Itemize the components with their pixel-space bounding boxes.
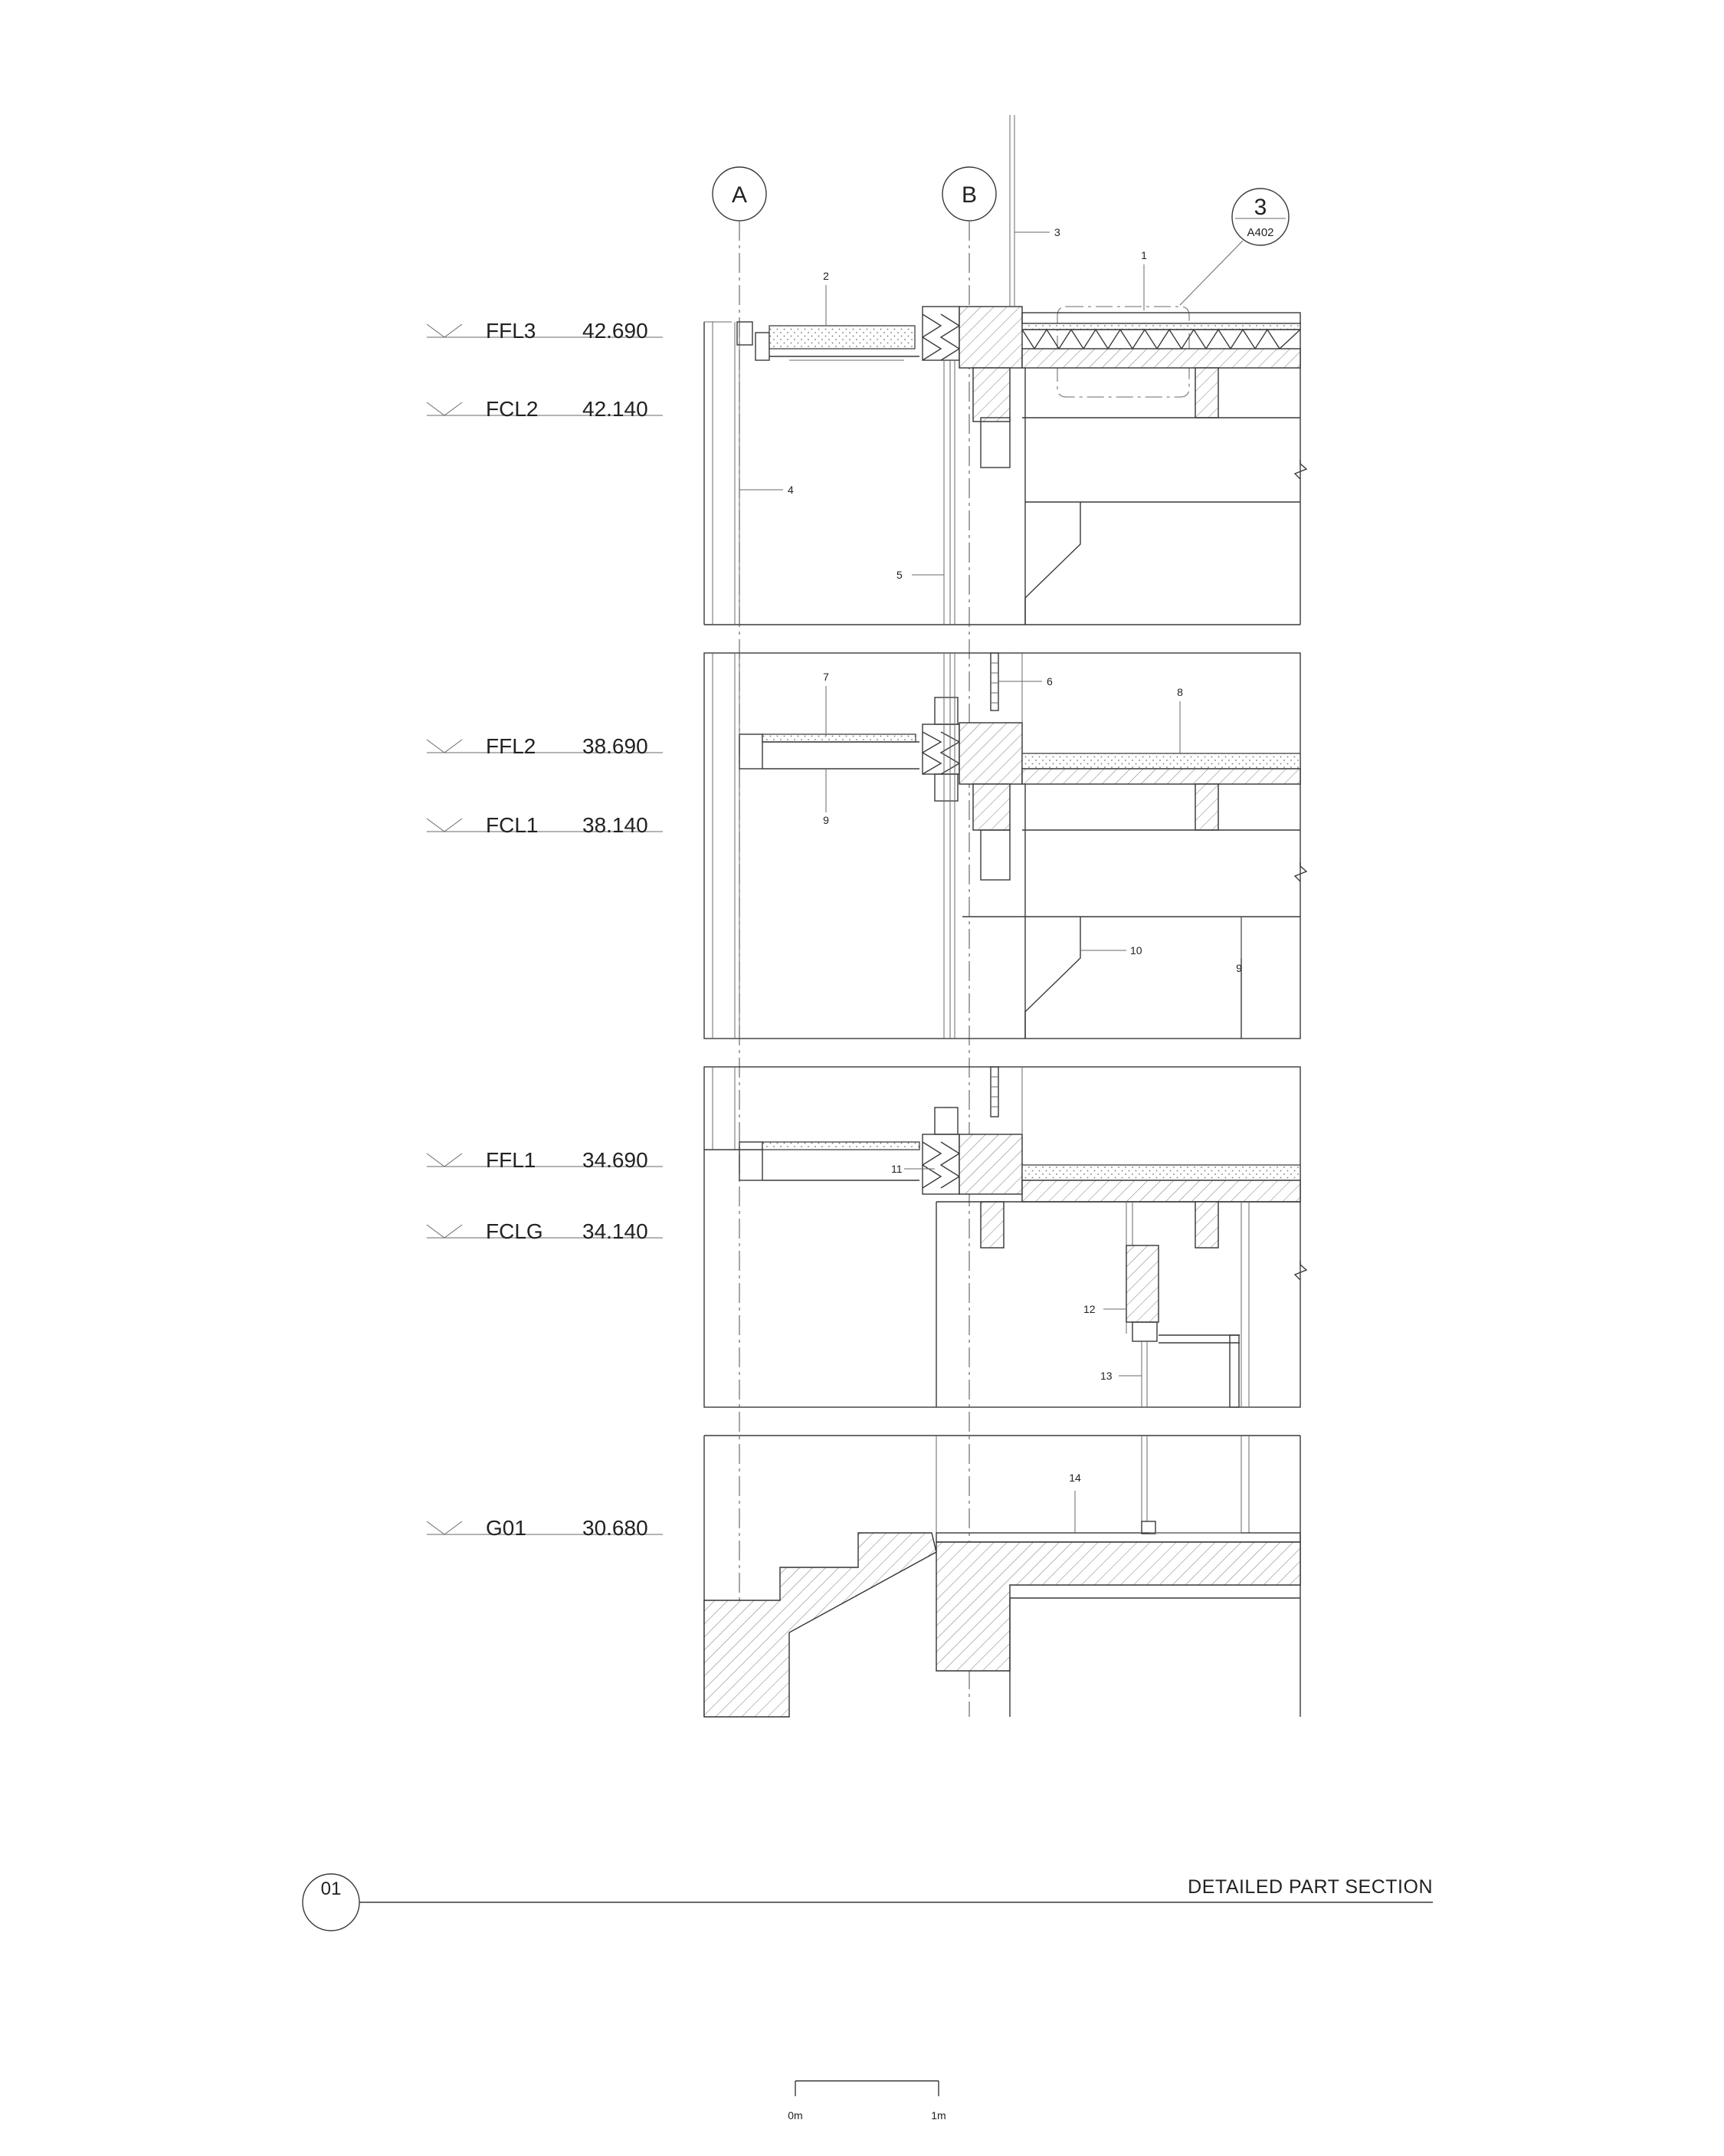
level-name: FFL3 (486, 319, 536, 343)
note-tag: 12 (1083, 1303, 1096, 1315)
level-value: 38.690 (582, 734, 648, 758)
title-block (303, 1874, 1433, 1931)
level-marker (427, 734, 663, 758)
level-marker (427, 1219, 663, 1243)
gridline-a-label: A (731, 182, 748, 208)
note-tag: 9 (1236, 962, 1242, 974)
level-markers (427, 319, 663, 1540)
note-tag: 3 (1054, 226, 1060, 238)
section-ref-sheet: A402 (1247, 226, 1274, 239)
level-value: 34.690 (582, 1148, 648, 1172)
level-marker (427, 1516, 663, 1540)
note-tag: 14 (1069, 1472, 1081, 1484)
level-value: 30.680 (582, 1516, 648, 1540)
level-marker (427, 1148, 663, 1172)
note-tag: 1 (1141, 249, 1147, 261)
panel-level-3 (704, 115, 1306, 625)
drawing-number: 01 (320, 1879, 342, 1899)
note-tag: 8 (1177, 686, 1183, 698)
level-value: 34.140 (582, 1219, 648, 1243)
note-tag: 5 (896, 569, 903, 581)
level-name: G01 (486, 1516, 526, 1540)
section-ref-number: 3 (1254, 195, 1267, 220)
panel-level-1 (704, 1067, 1306, 1407)
note-tag: 11 (891, 1163, 903, 1175)
level-name: FFL2 (486, 734, 536, 758)
level-name: FCL1 (486, 813, 539, 837)
level-marker (427, 319, 663, 343)
note-tag: 13 (1100, 1370, 1113, 1382)
level-value: 42.140 (582, 397, 648, 421)
drawing-title: DETAILED PART SECTION (1188, 1876, 1433, 1898)
scale-bar (788, 2081, 946, 2122)
level-value: 42.690 (582, 319, 648, 343)
level-marker (427, 397, 663, 421)
note-tag: 6 (1047, 675, 1053, 687)
note-tag: 9 (823, 814, 829, 826)
gridline-b-label: B (961, 182, 978, 208)
level-value: 38.140 (582, 813, 648, 837)
note-tag: 7 (823, 671, 829, 683)
note-tag: 10 (1130, 944, 1142, 957)
level-name: FCL2 (486, 397, 539, 421)
level-marker (427, 813, 663, 837)
level-name: FFL1 (486, 1148, 536, 1172)
note-tag: 4 (788, 484, 794, 496)
scale-start-label: 0m (788, 2109, 803, 2122)
scale-end-label: 1m (931, 2109, 946, 2122)
panel-level-2 (704, 653, 1306, 1039)
panel-ground (704, 1436, 1300, 1717)
level-name: FCLG (486, 1219, 543, 1243)
note-tag: 2 (823, 270, 829, 282)
